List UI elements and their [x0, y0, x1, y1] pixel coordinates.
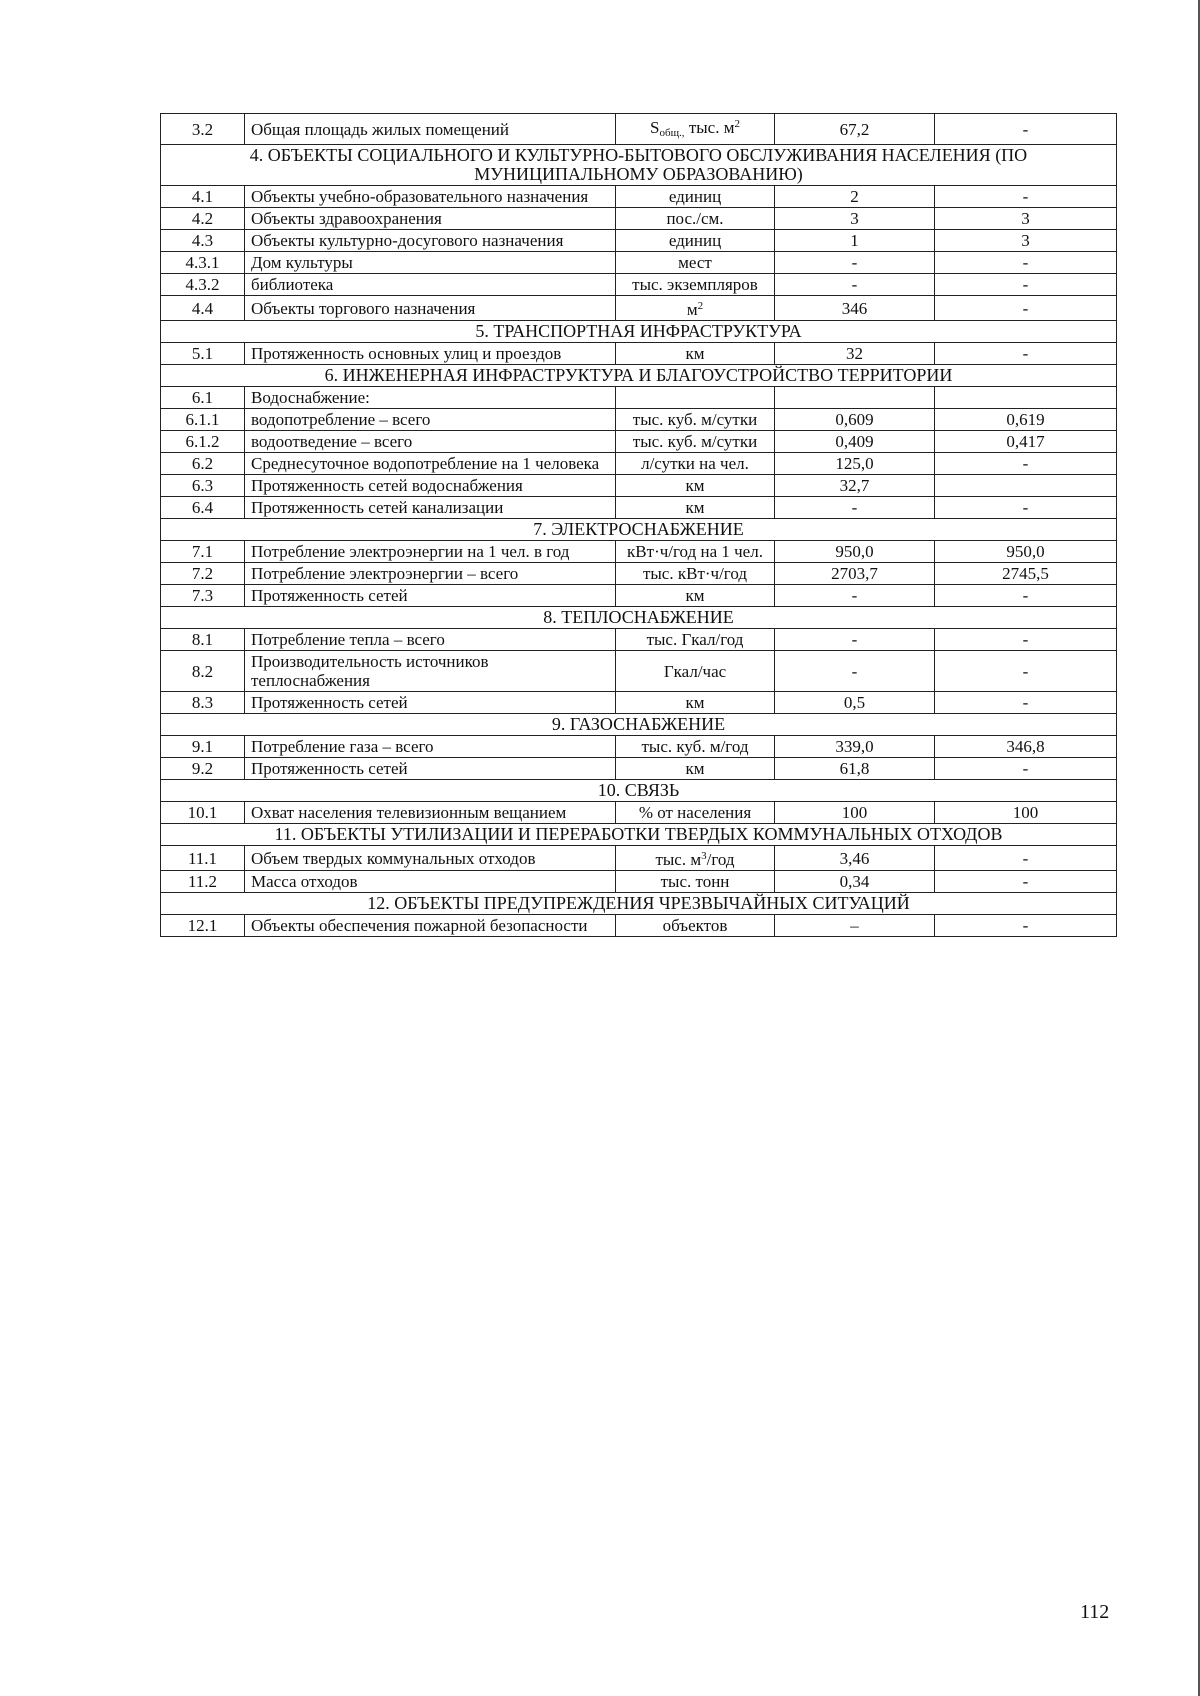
unit-of-measure	[616, 114, 775, 145]
current-value: 3	[775, 208, 935, 230]
current-value: 0,409	[775, 431, 935, 453]
unit-of-measure: км	[616, 497, 775, 519]
current-value: 950,0	[775, 541, 935, 563]
table-row	[161, 230, 1117, 252]
current-value: 61,8	[775, 758, 935, 780]
indicator-name: Масса отходов	[245, 871, 616, 893]
target-value: -	[935, 186, 1117, 208]
unit-of-measure: Гкал/час	[616, 651, 775, 692]
target-value: -	[935, 497, 1117, 519]
unit-superscript: 3	[701, 850, 707, 862]
unit-main: тыс. м	[684, 118, 735, 137]
row-number: 6.4	[161, 497, 245, 519]
row-number: 7.2	[161, 563, 245, 585]
table-row	[161, 114, 1117, 145]
indicator-name: Потребление электроэнергии на 1 чел. в год	[245, 541, 616, 563]
current-value: -	[775, 497, 935, 519]
table-row	[161, 585, 1117, 607]
section-title: 12. ОБЪЕКТЫ ПРЕДУПРЕЖДЕНИЯ ЧРЕЗВЫЧАЙНЫХ СИТУАЦИЙ	[161, 893, 1117, 915]
indicator-name: Протяженность основных улиц и проездов	[245, 343, 616, 365]
current-value: -	[775, 585, 935, 607]
target-value: -	[935, 296, 1117, 321]
unit-of-measure: единиц	[616, 230, 775, 252]
target-value: -	[935, 585, 1117, 607]
row-number: 6.1	[161, 387, 245, 409]
row-number: 9.1	[161, 736, 245, 758]
indicator-name: водопотребление – всего	[245, 409, 616, 431]
unit-of-measure: мест	[616, 252, 775, 274]
indicator-name: Объем твердых коммунальных отходов	[245, 846, 616, 871]
target-value: -	[935, 274, 1117, 296]
current-value: –	[775, 915, 935, 937]
indicator-name: Среднесуточное водопотребление на 1 человека	[245, 453, 616, 475]
indicator-name: Объекты обеспечения пожарной безопасности	[245, 915, 616, 937]
current-value: 1	[775, 230, 935, 252]
unit-of-measure: л/сутки на чел.	[616, 453, 775, 475]
row-number: 5.1	[161, 343, 245, 365]
unit-of-measure	[616, 296, 775, 321]
section-title: 10. СВЯЗЬ	[161, 780, 1117, 802]
unit-of-measure: тыс. куб. м/сутки	[616, 431, 775, 453]
current-value: 0,5	[775, 692, 935, 714]
table-row	[161, 453, 1117, 475]
table-row	[161, 846, 1117, 871]
section-header-row	[161, 780, 1117, 802]
row-number: 4.1	[161, 186, 245, 208]
table-row	[161, 252, 1117, 274]
table-row	[161, 541, 1117, 563]
target-value: -	[935, 846, 1117, 871]
section-title: 9. ГАЗОСНАБЖЕНИЕ	[161, 714, 1117, 736]
row-number: 6.1.2	[161, 431, 245, 453]
indicators-table	[160, 113, 1117, 937]
target-value: -	[935, 343, 1117, 365]
unit-subscript: общ.,	[659, 127, 685, 139]
target-value: 0,619	[935, 409, 1117, 431]
indicator-name: Протяженность сетей	[245, 585, 616, 607]
current-value: 0,609	[775, 409, 935, 431]
table-row	[161, 497, 1117, 519]
section-header-row	[161, 519, 1117, 541]
unit-main: м	[686, 300, 698, 319]
indicator-name: библиотека	[245, 274, 616, 296]
row-number: 12.1	[161, 915, 245, 937]
target-value: 3	[935, 208, 1117, 230]
section-title: 8. ТЕПЛОСНАБЖЕНИЕ	[161, 607, 1117, 629]
table-row	[161, 802, 1117, 824]
current-value: 32,7	[775, 475, 935, 497]
unit-prefix: S	[650, 118, 660, 137]
row-number: 10.1	[161, 802, 245, 824]
table-row	[161, 915, 1117, 937]
target-value: -	[935, 871, 1117, 893]
indicator-name: Объекты здравоохранения	[245, 208, 616, 230]
row-number: 11.2	[161, 871, 245, 893]
current-value: 339,0	[775, 736, 935, 758]
unit-of-measure: км	[616, 343, 775, 365]
table-row	[161, 629, 1117, 651]
indicator-name: Потребление газа – всего	[245, 736, 616, 758]
table-row	[161, 563, 1117, 585]
table-row	[161, 274, 1117, 296]
indicator-name: Протяженность сетей канализации	[245, 497, 616, 519]
row-number: 4.4	[161, 296, 245, 321]
target-value	[935, 475, 1117, 497]
row-number: 11.1	[161, 846, 245, 871]
table-row	[161, 758, 1117, 780]
current-value: 2703,7	[775, 563, 935, 585]
unit-of-measure: пос./см.	[616, 208, 775, 230]
target-value: -	[935, 651, 1117, 692]
current-value: 346	[775, 296, 935, 321]
row-number: 9.2	[161, 758, 245, 780]
target-value: -	[935, 692, 1117, 714]
unit-of-measure	[616, 387, 775, 409]
indicator-name: Производительность источников теплоснабжения	[245, 651, 616, 692]
section-header-row	[161, 893, 1117, 915]
current-value: 2	[775, 186, 935, 208]
row-number: 4.2	[161, 208, 245, 230]
row-number: 6.2	[161, 453, 245, 475]
current-value: 3,46	[775, 846, 935, 871]
current-value: 67,2	[775, 114, 935, 145]
row-number: 7.1	[161, 541, 245, 563]
table-row	[161, 692, 1117, 714]
unit-superscript: 2	[734, 118, 740, 130]
table-row	[161, 409, 1117, 431]
unit-of-measure: кВт·ч/год на 1 чел.	[616, 541, 775, 563]
row-number: 4.3.2	[161, 274, 245, 296]
section-title: 4. ОБЪЕКТЫ СОЦИАЛЬНОГО И КУЛЬТУРНО-БЫТОВОГО ОБСЛУЖИВАНИЯ НАСЕЛЕНИЯ (ПО МУНИЦИПАЛЬНОМУ ОБРАЗОВАНИЮ)	[161, 145, 1117, 186]
table-row	[161, 296, 1117, 321]
target-value: -	[935, 252, 1117, 274]
table-row	[161, 651, 1117, 692]
target-value: -	[935, 758, 1117, 780]
unit-superscript: 2	[697, 300, 704, 312]
section-header-row	[161, 321, 1117, 343]
section-title: 5. ТРАНСПОРТНАЯ ИНФРАСТРУКТУРА	[161, 321, 1117, 343]
table-row	[161, 387, 1117, 409]
row-number: 6.1.1	[161, 409, 245, 431]
indicator-name: Охват населения телевизионным вещанием	[245, 802, 616, 824]
current-value: 32	[775, 343, 935, 365]
unit-of-measure: единиц	[616, 186, 775, 208]
section-header-row	[161, 365, 1117, 387]
unit-of-measure: тыс. куб. м/сутки	[616, 409, 775, 431]
unit-of-measure: % от населения	[616, 802, 775, 824]
row-number: 3.2	[161, 114, 245, 145]
indicator-name: Общая площадь жилых помещений	[245, 114, 616, 145]
row-number: 6.3	[161, 475, 245, 497]
unit-of-measure: км	[616, 475, 775, 497]
indicator-name: Протяженность сетей водоснабжения	[245, 475, 616, 497]
section-header-row	[161, 714, 1117, 736]
indicator-name: Потребление тепла – всего	[245, 629, 616, 651]
indicator-name: Объекты культурно-досугового назначения	[245, 230, 616, 252]
unit-tail: /год	[706, 850, 735, 869]
target-value: 346,8	[935, 736, 1117, 758]
row-number: 8.2	[161, 651, 245, 692]
section-title: 7. ЭЛЕКТРОСНАБЖЕНИЕ	[161, 519, 1117, 541]
table-row	[161, 475, 1117, 497]
target-value: -	[935, 453, 1117, 475]
table-row	[161, 871, 1117, 893]
unit-of-measure: км	[616, 585, 775, 607]
current-value: -	[775, 629, 935, 651]
current-value: -	[775, 651, 935, 692]
unit-of-measure: км	[616, 692, 775, 714]
unit-of-measure: тыс. куб. м/год	[616, 736, 775, 758]
current-value	[775, 387, 935, 409]
indicator-name: Дом культуры	[245, 252, 616, 274]
table-row	[161, 343, 1117, 365]
current-value: -	[775, 252, 935, 274]
target-value: 100	[935, 802, 1117, 824]
indicator-name: Протяженность сетей	[245, 692, 616, 714]
unit-of-measure: тыс. кВт·ч/год	[616, 563, 775, 585]
unit-main: тыс. м	[655, 850, 702, 869]
table-row	[161, 736, 1117, 758]
current-value: 0,34	[775, 871, 935, 893]
table-row	[161, 208, 1117, 230]
table-row	[161, 186, 1117, 208]
section-header-row	[161, 824, 1117, 846]
unit-of-measure	[616, 846, 775, 871]
table-row	[161, 431, 1117, 453]
indicator-name: Потребление электроэнергии – всего	[245, 563, 616, 585]
row-number: 7.3	[161, 585, 245, 607]
indicator-name: Протяженность сетей	[245, 758, 616, 780]
target-value: -	[935, 114, 1117, 145]
row-number: 4.3.1	[161, 252, 245, 274]
section-title: 11. ОБЪЕКТЫ УТИЛИЗАЦИИ И ПЕРЕРАБОТКИ ТВЕРДЫХ КОММУНАЛЬНЫХ ОТХОДОВ	[161, 824, 1117, 846]
target-value: -	[935, 915, 1117, 937]
indicator-name: водоотведение – всего	[245, 431, 616, 453]
unit-of-measure: тыс. Гкал/год	[616, 629, 775, 651]
target-value: 950,0	[935, 541, 1117, 563]
unit-of-measure: тыс. тонн	[616, 871, 775, 893]
target-value: -	[935, 629, 1117, 651]
target-value	[935, 387, 1117, 409]
row-number: 8.1	[161, 629, 245, 651]
target-value: 0,417	[935, 431, 1117, 453]
current-value: 125,0	[775, 453, 935, 475]
unit-of-measure: км	[616, 758, 775, 780]
indicator-name: Объекты учебно-образовательного назначения	[245, 186, 616, 208]
section-header-row	[161, 607, 1117, 629]
row-number: 8.3	[161, 692, 245, 714]
page-number: 112	[1080, 1601, 1110, 1623]
current-value: 100	[775, 802, 935, 824]
indicator-name: Объекты торгового назначения	[245, 296, 616, 321]
row-number: 4.3	[161, 230, 245, 252]
section-title: 6. ИНЖЕНЕРНАЯ ИНФРАСТРУКТУРА И БЛАГОУСТРОЙСТВО ТЕРРИТОРИИ	[161, 365, 1117, 387]
section-header-row	[161, 145, 1117, 186]
indicator-name: Водоснабжение:	[245, 387, 616, 409]
unit-of-measure: объектов	[616, 915, 775, 937]
indicators-table-body	[161, 114, 1117, 937]
current-value: -	[775, 274, 935, 296]
target-value: 3	[935, 230, 1117, 252]
target-value: 2745,5	[935, 563, 1117, 585]
unit-of-measure: тыс. экземпляров	[616, 274, 775, 296]
